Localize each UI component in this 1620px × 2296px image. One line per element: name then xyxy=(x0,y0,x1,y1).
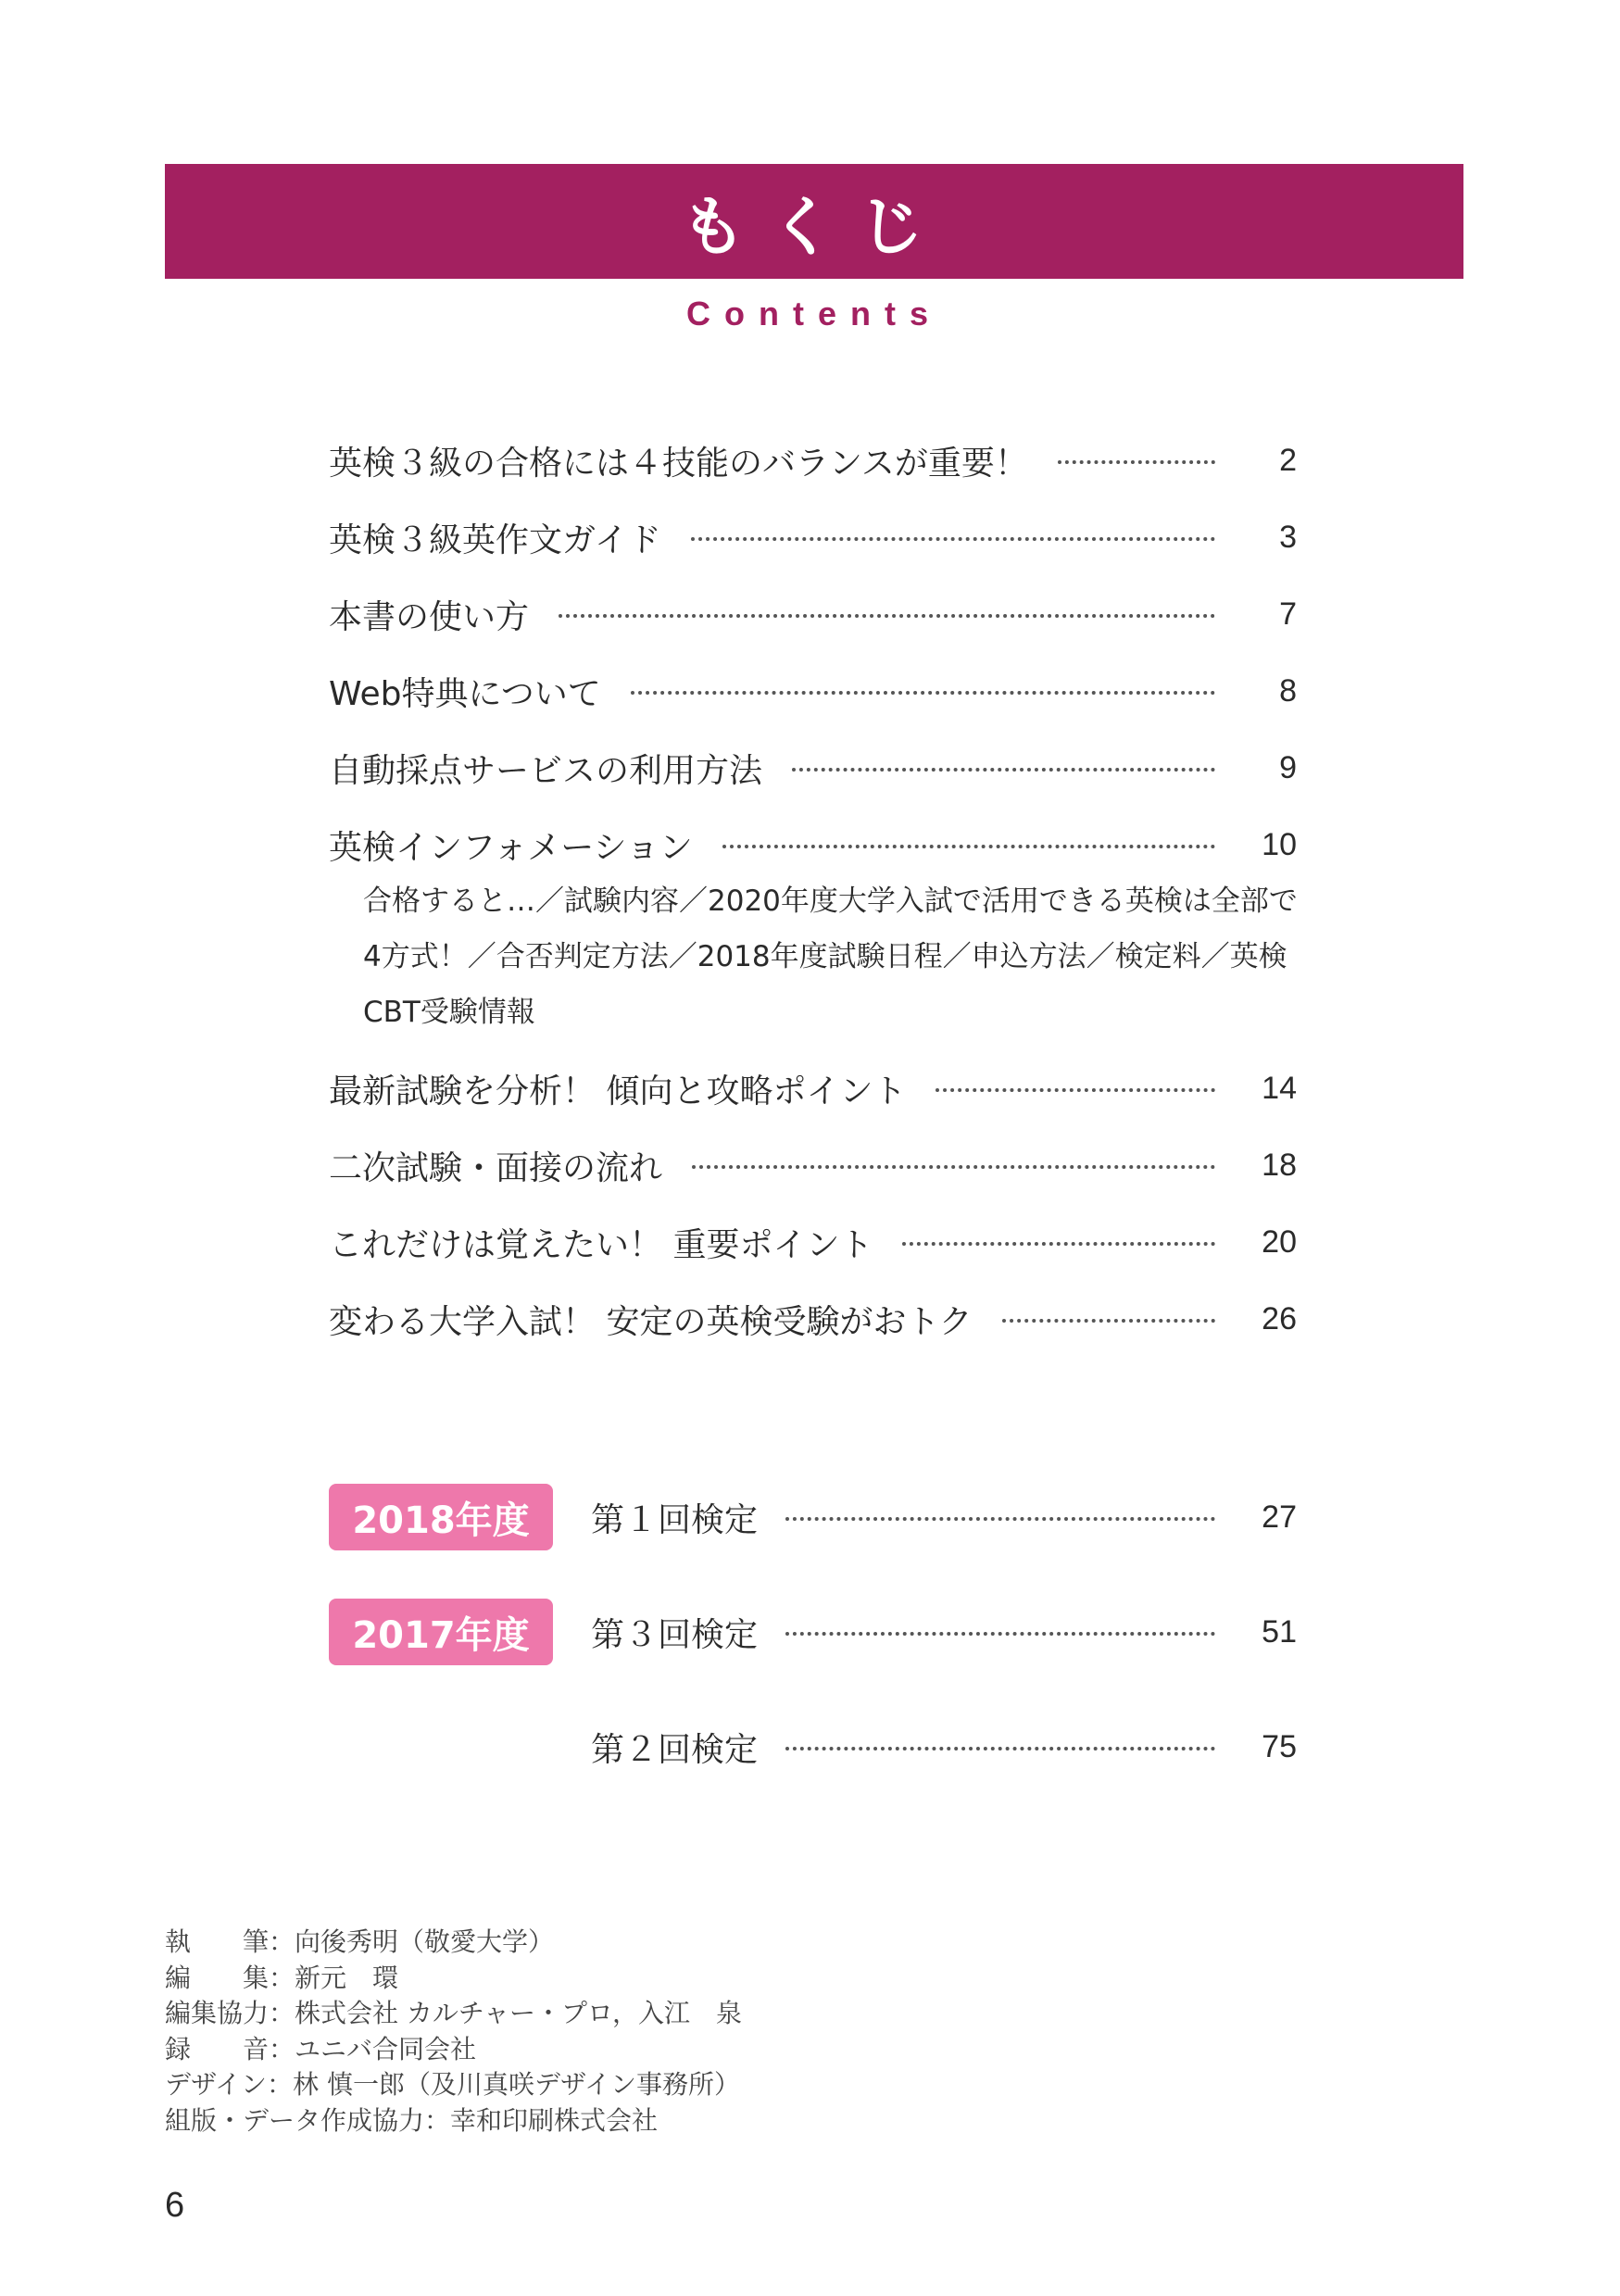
toc-item[interactable] xyxy=(329,590,1297,638)
toc-item-page: 18 xyxy=(1262,1147,1297,1183)
toc-item[interactable] xyxy=(329,1141,1297,1189)
toc-item-page: 2 xyxy=(1279,442,1297,478)
toc-item[interactable] xyxy=(329,513,1297,561)
toc-item-title: これだけは覚えたい！ 重要ポイント xyxy=(329,1225,873,1264)
page-subtitle: Contents xyxy=(686,295,942,332)
dot-leader xyxy=(785,1632,1215,1636)
toc-item-page: 3 xyxy=(1279,519,1297,555)
toc-item[interactable] xyxy=(329,1064,1297,1112)
dot-leader xyxy=(785,1517,1215,1521)
toc-subitem-line: 4方式！／合否判定方法／2018年度試験日程／申込方法／検定料／英検 xyxy=(363,940,1287,973)
credit-line: 組版・データ作成協力：幸和印刷株式会社 xyxy=(165,2104,659,2136)
toc-item-page: 9 xyxy=(1279,749,1297,785)
dot-leader xyxy=(722,845,1215,848)
toc-item-title: 変わる大学入試！ 安定の英検受験がおトク xyxy=(329,1302,973,1341)
toc-item-page: 14 xyxy=(1262,1070,1297,1106)
dot-leader xyxy=(902,1242,1215,1246)
toc-item[interactable] xyxy=(329,1295,1297,1343)
toc-item[interactable] xyxy=(329,667,1297,715)
toc-item-title: 英検インフォメーション xyxy=(329,828,693,867)
page-title-banner xyxy=(165,164,1463,279)
exam-item-page: 27 xyxy=(1262,1499,1297,1535)
toc-item-title: 英検３級の合格には４技能のバランスが重要！ xyxy=(329,444,1028,483)
toc-item-title: 本書の使い方 xyxy=(329,597,530,636)
exam-item-title: 第３回検定 xyxy=(591,1615,759,1654)
dot-leader xyxy=(559,614,1215,618)
dot-leader xyxy=(936,1088,1215,1092)
toc-item-page: 20 xyxy=(1262,1223,1297,1260)
toc-item-title: 英検３級英作文ガイド xyxy=(329,521,661,559)
toc-item[interactable] xyxy=(329,744,1297,792)
credits xyxy=(165,1925,742,2139)
dot-leader xyxy=(692,1165,1215,1169)
exam-item-title: 第１回検定 xyxy=(591,1500,759,1539)
toc-item[interactable] xyxy=(329,821,1297,869)
year-badge-2017: 2017年度 xyxy=(329,1599,553,1665)
toc-item-title: 二次試験・面接の流れ xyxy=(329,1148,663,1187)
credit-line: デザイン：林 慎一郎（及川真咲デザイン事務所） xyxy=(165,2069,740,2100)
toc-item-page: 10 xyxy=(1262,826,1297,862)
toc-item-page: 8 xyxy=(1279,672,1297,709)
toc-item-title: Web特典について xyxy=(329,674,601,713)
toc-item-title: 自動採点サービスの利用方法 xyxy=(329,751,763,790)
toc-item-title: 最新試験を分析！ 傾向と攻略ポイント xyxy=(329,1072,907,1110)
toc-subitem-line: 合格すると…／試験内容／2020年度大学入試で活用できる英検は全部で xyxy=(363,885,1298,918)
exam-item[interactable] xyxy=(591,1491,1297,1543)
dot-leader xyxy=(1058,460,1215,464)
dot-leader xyxy=(631,691,1215,695)
exam-item[interactable] xyxy=(591,1721,1297,1773)
credit-line: 執 筆：向後秀明（敬愛大学） xyxy=(165,1926,555,1957)
exam-item-page: 51 xyxy=(1262,1613,1297,1650)
credit-line: 編集協力：株式会社 カルチャー・プロ，入江 泉 xyxy=(165,1998,742,2028)
dot-leader xyxy=(792,768,1215,772)
exam-item[interactable] xyxy=(591,1606,1297,1658)
toc-subitems xyxy=(363,873,1308,1040)
toc-item-page: 7 xyxy=(1279,596,1297,632)
exam-item-page: 75 xyxy=(1262,1728,1297,1764)
page-title: もくじ xyxy=(681,188,948,265)
exam-item-title: 第２回検定 xyxy=(591,1730,759,1769)
toc-item[interactable] xyxy=(329,1218,1297,1266)
dot-leader xyxy=(691,537,1215,541)
year-badge-2018: 2018年度 xyxy=(329,1484,553,1550)
toc-subitem-line: CBT受験情報 xyxy=(363,996,535,1029)
toc-item-page: 26 xyxy=(1262,1300,1297,1336)
toc-item[interactable] xyxy=(329,436,1297,484)
credit-line: 録 音：ユニバ合同会社 xyxy=(165,2033,477,2064)
credit-line: 編 集：新元 環 xyxy=(165,1962,399,1993)
dot-leader xyxy=(785,1747,1215,1750)
dot-leader xyxy=(1002,1319,1215,1323)
page-number: 6 xyxy=(165,2186,185,2225)
